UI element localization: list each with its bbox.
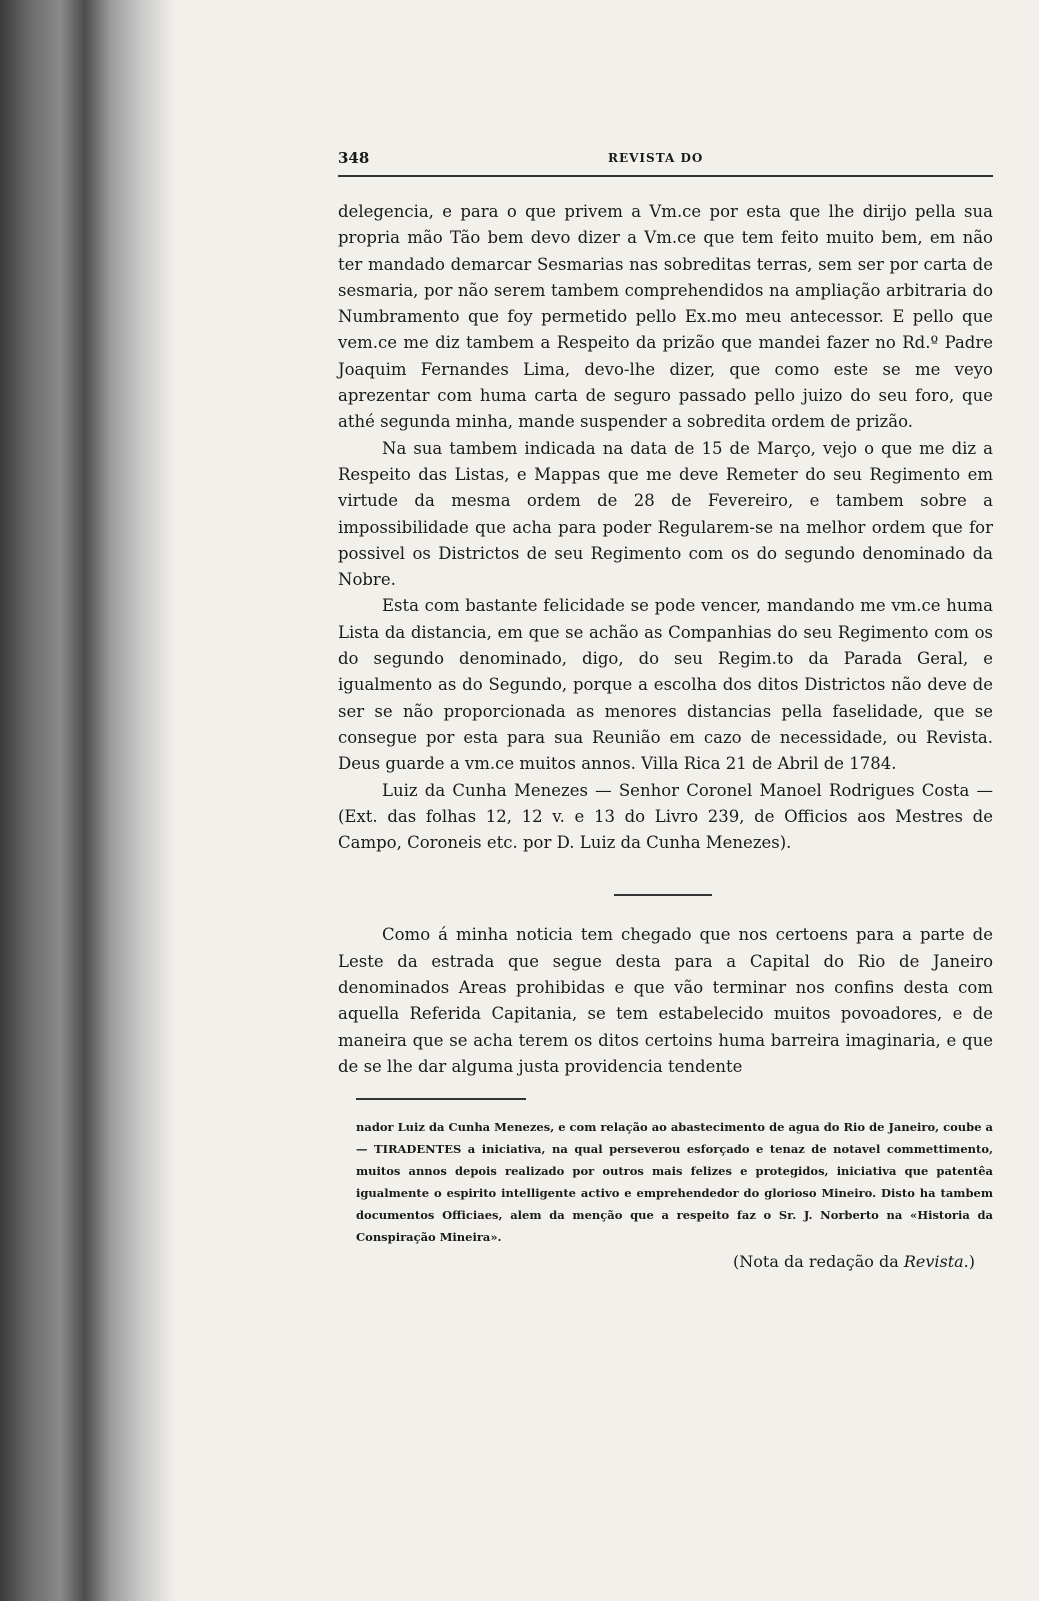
scan-page-edge	[0, 0, 175, 1601]
document-page	[338, 145, 993, 1271]
paragraph-1: delegencia, e para o que privem a Vm.ce por esta que lhe dirijo pella sua propria mão Tão bem devo dizer a Vm.ce que tem feito muito bem, em não ter mandado demarcar Sesmarias nas sobreditas terras, sem ser por carta de sesmaria, por não serem tambem comprehendidos na ampliação arbitraria do Numbramento que foy permetido pello Ex.mo meu antecessor. E pello que vem.ce me diz tambem a Respeito da prizão que mandei fazer no Rd.º Padre Joaquim Fernandes Lima, devo-lhe dizer, que como este se me veyo aprezentar com huma carta de seguro passado pello juizo do seu foro, que athé segunda minha, mande suspender a sobredita ordem de prizão.	[338, 202, 993, 432]
note-suffix: .)	[963, 1252, 975, 1272]
running-title: REVISTA DO	[608, 151, 704, 165]
paragraph-4-signature: Luiz da Cunha Menezes — Senhor Coronel Manoel Rodrigues Costa —(Ext. das folhas 12, 12 v. e 13 do Livro 239, de Officios aos Mestres de Campo, Coroneis etc. por D. Luiz da Cunha Menezes).	[338, 780, 993, 853]
footnote-rule	[356, 1098, 526, 1100]
note-prefix: (Nota da redação da	[733, 1252, 904, 1272]
paragraph-5: Como á minha noticia tem chegado que nos certoens para a parte de Leste da estrada que segue desta para a Capital do Rio de Janeiro denominados Areas prohibidas e que vão terminar nos confins desta com aquella Referida Capitania, se tem estabelecido muitos povoadores, e de maneira que se acha terem os ditos certoins huma barreira imaginaria, e que de se lhe dar alguma justa providencia tendente	[338, 925, 993, 1076]
section-separator	[614, 894, 712, 896]
paragraph-2: Na sua tambem indicada na data de 15 de Março, vejo o que me diz a Respeito das Listas, e Mappas que me deve Remeter do seu Regimento em virtude da mesma ordem de 28 de Fevereiro, e tambem sobre a impossibilidade que acha para poder Regularem-se na melhor ordem que for possivel os Districtos de seu Regimento com os do segundo denominado da Nobre.	[338, 438, 993, 590]
note-journal: Revista	[903, 1252, 964, 1272]
editorial-note	[338, 1252, 993, 1271]
running-header	[338, 145, 993, 177]
footnote-text: nador Luiz da Cunha Menezes, e com relação ao abastecimento de agua do Rio de Janeiro, coube a — TIRADENTES a iniciativa, na qual perseverou esforçado e tenaz de notavel commettimento, muitos annos depois realizado por outros mais felizes e protegidos, iniciativa que patentêa igualmente o espirito intelligente activo e emprehendedor do glorioso Mineiro. Disto ha tambem documentos Officiaes, alem da menção que a respeito faz o Sr. J. Norberto na «Historia da Conspiração Mineira».	[356, 1120, 993, 1245]
paragraph-3: Esta com bastante felicidade se pode vencer, mandando me vm.ce huma Lista da distancia, em que se achão as Companhias do seu Regimento com os do segundo denominado, digo, do seu Regim.to da Parada Geral, e igualmento as do Segundo, porque a escolha dos ditos Districtos não deve de ser se não proporcionada as menores distancias pella faselidade, que se consegue por esta para sua Reunião em cazo de necessidade, ou Revista. Deus guarde a vm.ce muitos annos. Villa Rica 21 de Abril de 1784.	[338, 596, 993, 774]
page-number: 348	[338, 149, 370, 167]
